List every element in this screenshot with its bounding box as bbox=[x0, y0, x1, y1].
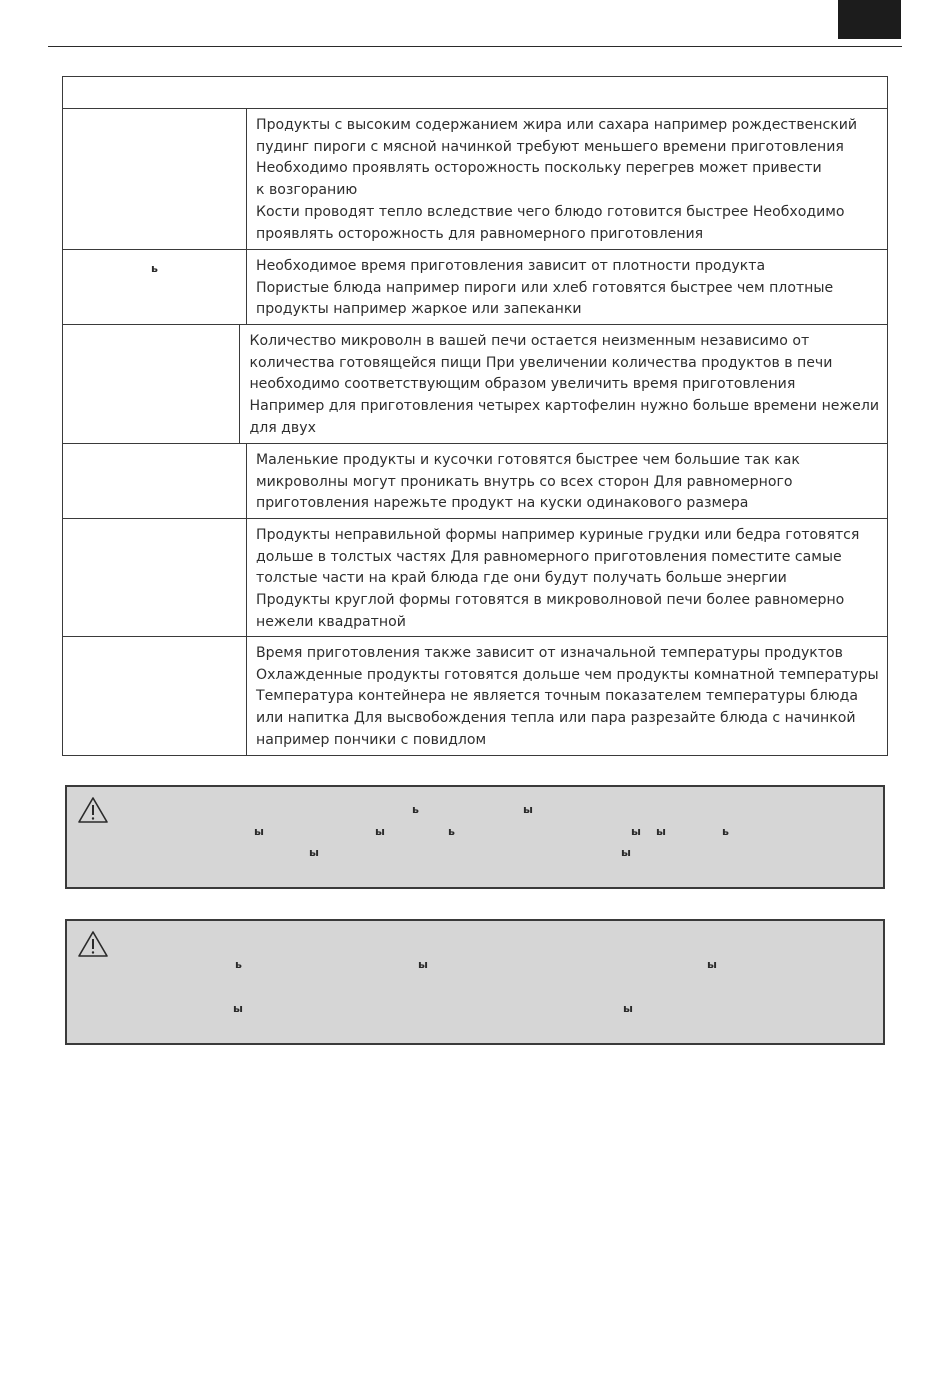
row-label bbox=[63, 109, 247, 249]
text-line: Продукты неправильной формы например куриные грудки или бедра готовятся bbox=[256, 527, 860, 543]
table-row bbox=[63, 444, 887, 519]
text-line: Маленькие продукты и кусочки готовятся быстрее чем большие так как bbox=[256, 452, 800, 468]
row-text bbox=[247, 519, 887, 636]
row-label bbox=[63, 444, 247, 518]
page-tab-marker bbox=[838, 0, 901, 39]
text-line: например пончики с повидлом bbox=[256, 731, 487, 748]
text-line: Например для приготовления четырех картофелин нужно больше времени нежели bbox=[249, 398, 879, 415]
text-line: Необходимо проявлять осторожность поскольку перегрев может привести bbox=[256, 160, 822, 177]
table-row bbox=[63, 519, 887, 637]
text-line: Необходимое время приготовления зависит от плотности продукта bbox=[256, 258, 766, 274]
warning-text-fragment: ы bbox=[707, 958, 717, 971]
warning-box-2 bbox=[65, 919, 885, 1045]
warning-text-fragment: ы bbox=[656, 825, 666, 838]
text-line: Температура контейнера не является точным показателем температуры блюда bbox=[256, 688, 858, 705]
warning-text-fragment: ь bbox=[722, 825, 729, 838]
row-label bbox=[63, 325, 240, 443]
text-line: Время приготовления также зависит от изначальной температуры продуктов bbox=[256, 645, 843, 661]
text-line: нежели квадратной bbox=[256, 613, 406, 630]
text-line: Охлажденные продукты готовятся дольше чем продукты комнатной температуры bbox=[256, 666, 879, 683]
table-row bbox=[63, 637, 887, 755]
text-line: Кости проводят тепло вследствие чего блюдо готовится быстрее Необходимо bbox=[256, 203, 845, 220]
warning-triangle-icon bbox=[77, 796, 109, 824]
text-line: необходимо соответствующим образом увеличить время приготовления bbox=[249, 376, 796, 393]
warning-text-fragment: ь bbox=[235, 958, 242, 971]
text-line: дольше в толстых частях Для равномерного приготовления поместите самые bbox=[256, 548, 842, 565]
warning-text-fragment: ы bbox=[621, 846, 631, 859]
warning-text-fragment: ы bbox=[523, 803, 533, 816]
text-line: проявлять осторожность для равномерного приготовления bbox=[256, 225, 704, 242]
row-text bbox=[247, 250, 887, 324]
text-line: для двух bbox=[249, 419, 316, 436]
cooking-factors-table bbox=[62, 76, 888, 756]
row-label bbox=[63, 519, 247, 636]
warning-text-fragment: ь bbox=[448, 825, 455, 838]
text-line: к возгоранию bbox=[256, 182, 358, 199]
table-row bbox=[63, 325, 887, 444]
text-line: или напитка Для высвобождения тепла или пара разрезайте блюда с начинкой bbox=[256, 710, 856, 727]
warning-text-fragment: ы bbox=[233, 1002, 243, 1015]
warning-triangle-icon bbox=[77, 930, 109, 958]
text-line: приготовления нарежьте продукт на куски одинакового размера bbox=[256, 495, 749, 512]
text-line: Пористые блюда например пироги или хлеб готовятся быстрее чем плотные bbox=[256, 279, 834, 296]
table-header bbox=[63, 77, 887, 109]
warning-text-fragment: ь bbox=[412, 803, 419, 816]
warning-box-1 bbox=[65, 785, 885, 889]
text-line: толстые части на край блюда где они будут получать больше энергии bbox=[256, 570, 787, 587]
warning-text-fragment: ы bbox=[631, 825, 641, 838]
row-text bbox=[247, 637, 887, 755]
warning-text-fragment: ы bbox=[623, 1002, 633, 1015]
row-label bbox=[63, 637, 247, 755]
row-label: ь bbox=[63, 250, 247, 324]
text-line: пудинг пироги с мясной начинкой требуют меньшего времени приготовления bbox=[256, 138, 844, 155]
warning-text-fragment: ы bbox=[418, 958, 428, 971]
text-line: Продукты круглой формы готовятся в микроволновой печи более равномерно bbox=[256, 592, 845, 609]
warning-text-fragment: ы bbox=[254, 825, 264, 838]
row-text bbox=[240, 325, 887, 443]
warning-text-fragment: ы bbox=[309, 846, 319, 859]
table-row bbox=[63, 250, 887, 325]
text-line: Количество микроволн в вашей печи остается неизменным независимо от bbox=[249, 333, 810, 349]
header-rule bbox=[48, 46, 902, 47]
table-row bbox=[63, 109, 887, 250]
row-text bbox=[247, 444, 887, 518]
text-line: Продукты с высоким содержанием жира или сахара например рождественский bbox=[256, 117, 858, 133]
text-line: количества готовящейся пищи При увеличении количества продуктов в печи bbox=[249, 354, 833, 371]
text-line: продукты например жаркое или запеканки bbox=[256, 301, 582, 318]
text-line: микроволны могут проникать внутрь со всех сторон Для равномерного bbox=[256, 473, 793, 490]
row-text bbox=[247, 109, 887, 249]
warning-text-fragment: ы bbox=[375, 825, 385, 838]
